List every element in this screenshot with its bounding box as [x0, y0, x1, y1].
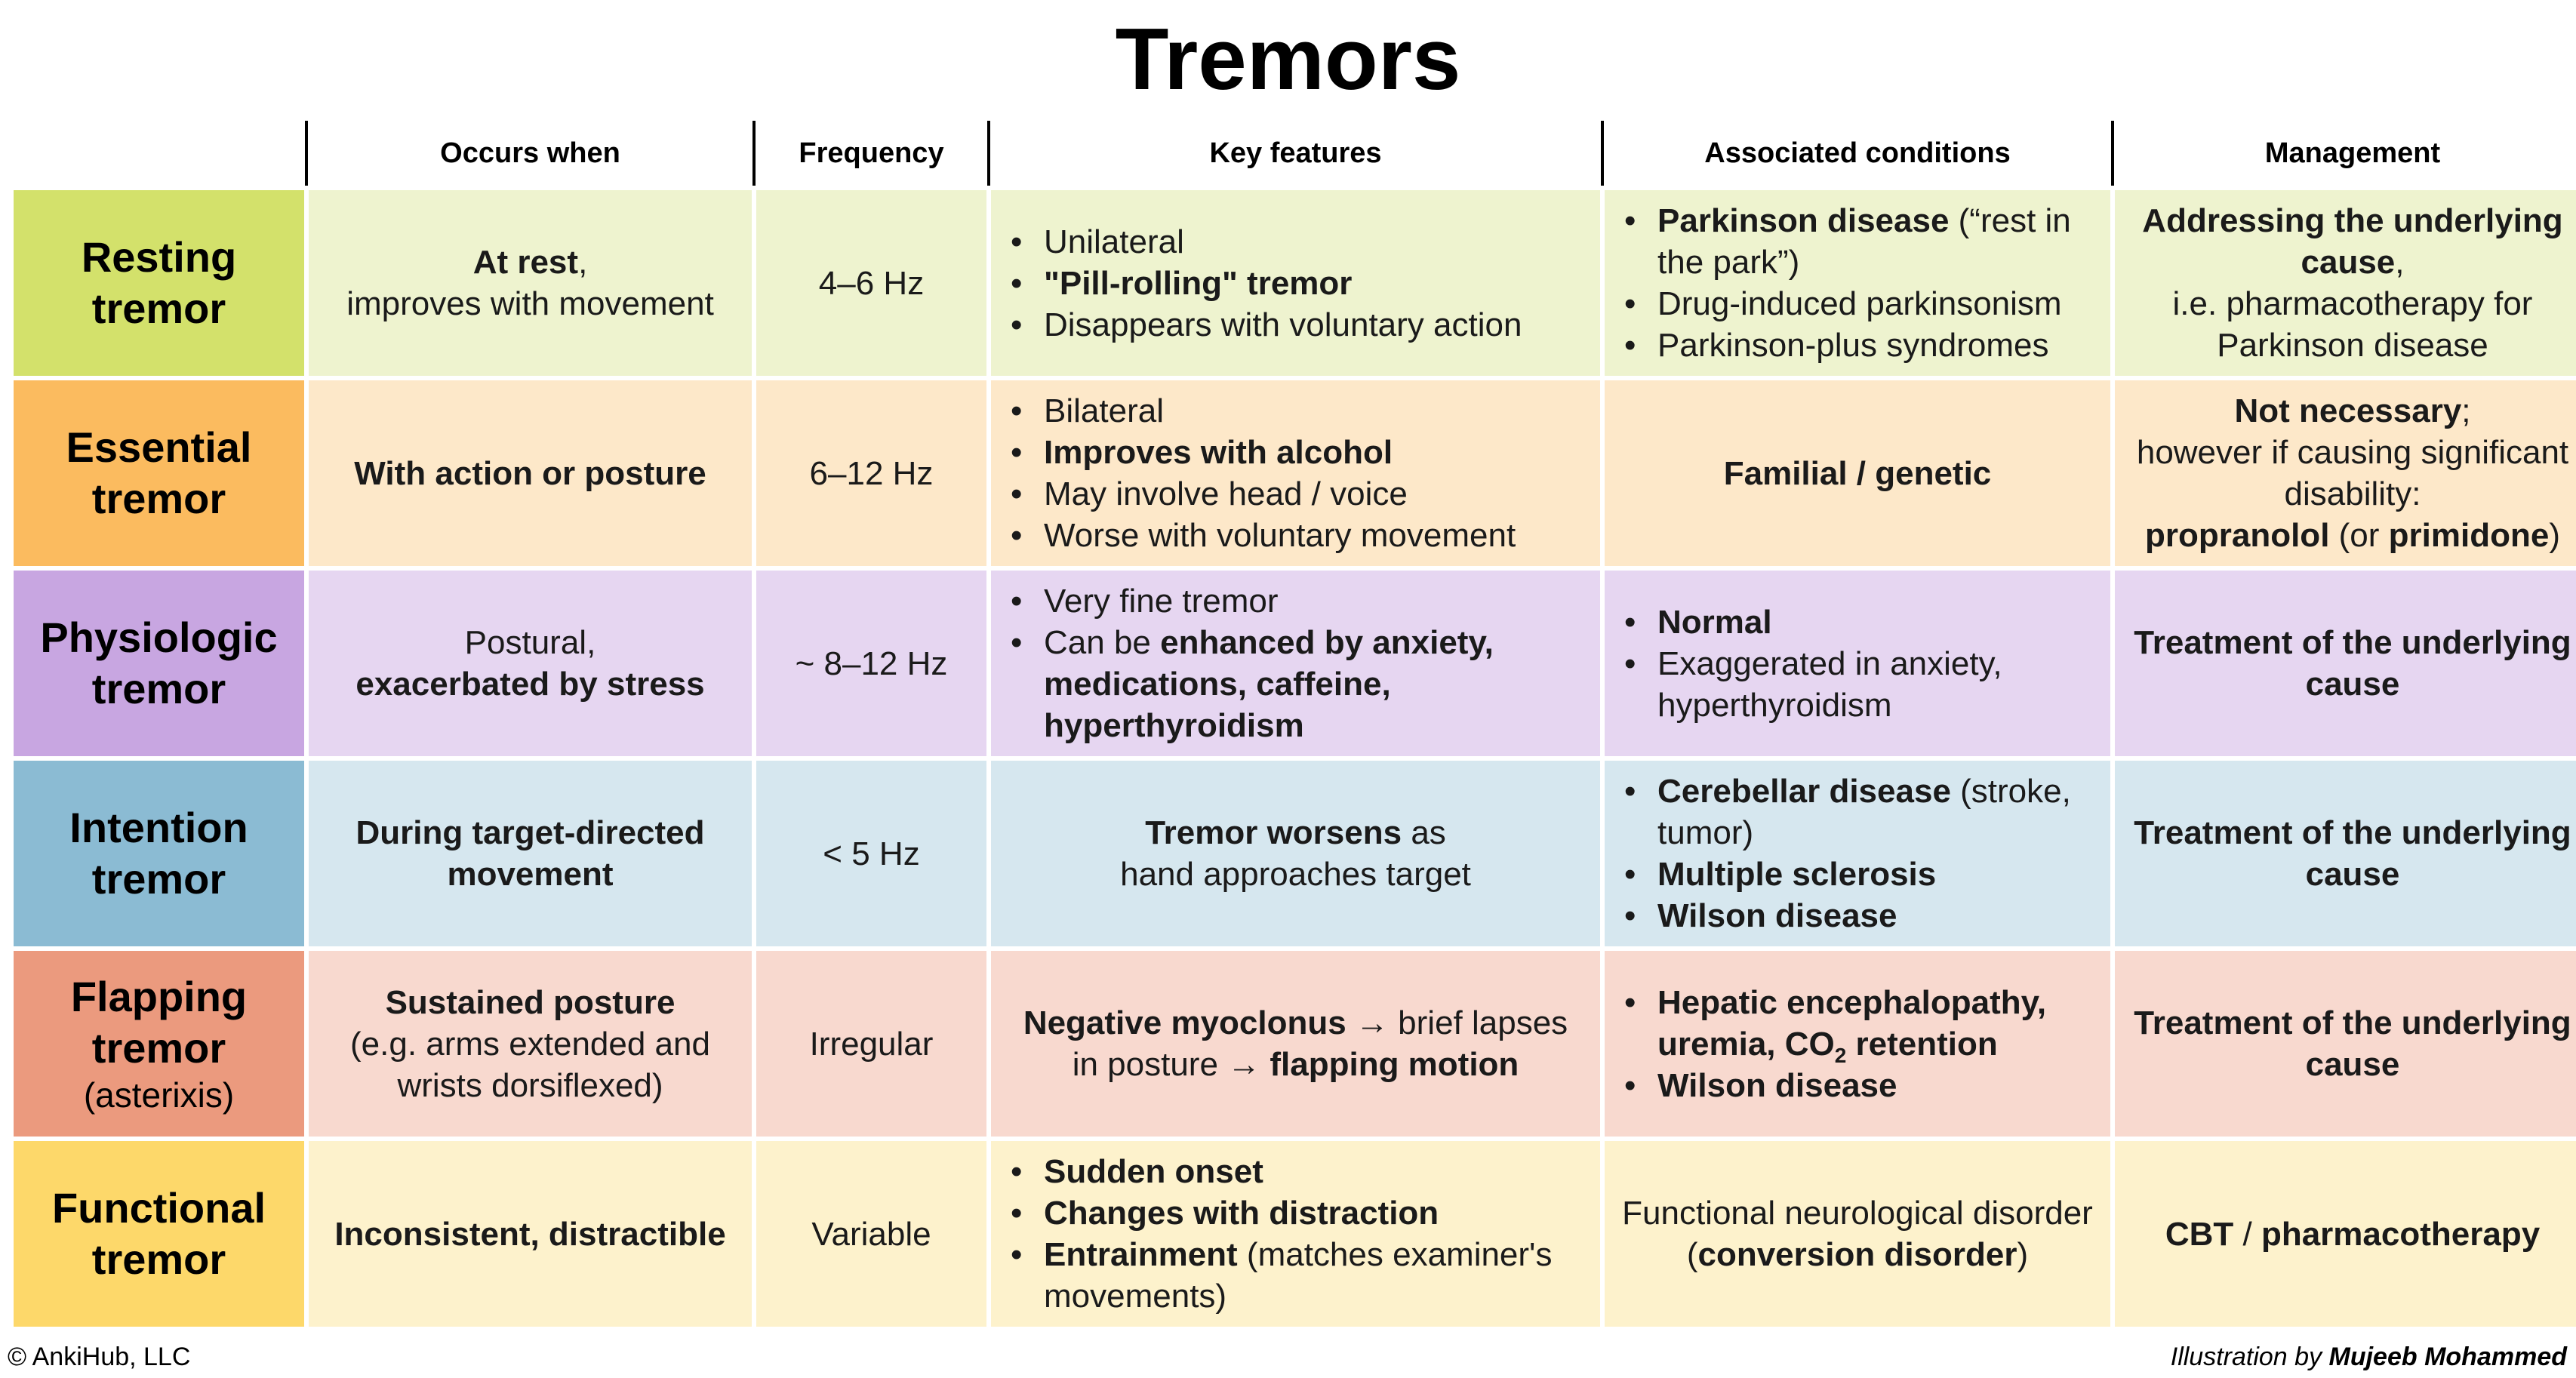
- row-label-essential: Essential tremor: [14, 380, 304, 566]
- list-item: • Normal: [1621, 601, 2094, 643]
- list-item: • Sudden onset: [1008, 1151, 1583, 1192]
- list-item: • Can be enhanced by anxiety, medications, caffeine, hyperthyroidism: [1008, 622, 1583, 746]
- functional-occurs-when: Inconsistent, distractible: [309, 1141, 752, 1327]
- illustration-credit: Illustration by Mujeeb Mohammed: [2170, 1343, 2567, 1371]
- flapping-frequency: Irregular: [756, 951, 986, 1137]
- flapping-management: Treatment of the underlying cause: [2115, 951, 2576, 1137]
- resting-associated-conditions: [1605, 190, 2110, 376]
- list-item: • Entrainment (matches examiner's movements): [1008, 1234, 1583, 1317]
- resting-occurs-when: At rest, improves with movement: [309, 190, 752, 376]
- intention-management: Treatment of the underlying cause: [2115, 761, 2576, 946]
- physiologic-frequency: ~ 8–12 Hz: [756, 571, 986, 756]
- list-item: • Parkinson disease (“rest in the park”): [1621, 200, 2094, 283]
- list-item: • Improves with alcohol: [1008, 432, 1583, 473]
- header-occurs-when: Occurs when: [309, 121, 752, 186]
- physiologic-occurs-when: Postural, exacerbated by stress: [309, 571, 752, 756]
- list-item: • Hepatic encephalopathy, uremia, $CO_2$ retention: [1621, 982, 2094, 1065]
- flapping-associated-conditions: [1605, 951, 2110, 1137]
- list-item: • Wilson disease: [1621, 1065, 2094, 1106]
- functional-frequency: Variable: [756, 1141, 986, 1327]
- header-key-features: Key features: [991, 121, 1600, 186]
- tremors-table: [14, 121, 2571, 1328]
- physiologic-management: Treatment of the underlying cause: [2115, 571, 2576, 756]
- functional-associated-conditions: Functional neurological disorder (conversion disorder): [1605, 1141, 2110, 1327]
- row-label-intention: Intention tremor: [14, 761, 304, 946]
- list-item: • Wilson disease: [1621, 895, 2094, 937]
- list-item: • Disappears with voluntary action: [1008, 304, 1583, 346]
- page-title: Tremors: [1115, 10, 1461, 108]
- flapping-key-features: Negative myoclonus → brief lapses in posture → flapping motion: [991, 951, 1600, 1137]
- essential-associated-conditions: Familial / genetic: [1605, 380, 2110, 566]
- row-label-physiologic: Physiologic tremor: [14, 571, 304, 756]
- list-item: • Bilateral: [1008, 390, 1583, 432]
- list-item: • "Pill-rolling" tremor: [1008, 263, 1583, 304]
- header-corner: [14, 121, 304, 186]
- physiologic-associated-conditions: [1605, 571, 2110, 756]
- row-label-resting: Resting tremor: [14, 190, 304, 376]
- list-item: • Changes with distraction: [1008, 1192, 1583, 1234]
- row-label-flapping: Flapping tremor (asterixis): [14, 951, 304, 1137]
- list-item: • Cerebellar disease (stroke, tumor): [1621, 771, 2094, 854]
- essential-frequency: 6–12 Hz: [756, 380, 986, 566]
- functional-management: CBT / pharmacotherapy: [2115, 1141, 2576, 1327]
- physiologic-key-features: [991, 571, 1600, 756]
- list-item: • Unilateral: [1008, 221, 1583, 263]
- resting-frequency: 4–6 Hz: [756, 190, 986, 376]
- functional-key-features: [991, 1141, 1600, 1327]
- intention-key-features: Tremor worsens as hand approaches target: [991, 761, 1600, 946]
- intention-frequency: < 5 Hz: [756, 761, 986, 946]
- resting-management: Addressing the underlying cause, i.e. pharmacotherapy for Parkinson disease: [2115, 190, 2576, 376]
- list-item: • Multiple sclerosis: [1621, 854, 2094, 895]
- copyright-notice: © AnkiHub, LLC: [8, 1343, 191, 1371]
- list-item: • Drug-induced parkinsonism: [1621, 283, 2094, 325]
- header-frequency: Frequency: [756, 121, 986, 186]
- essential-key-features: [991, 380, 1600, 566]
- list-item: • Very fine tremor: [1008, 580, 1583, 622]
- list-item: • Worse with voluntary movement: [1008, 515, 1583, 556]
- header-associated-conditions: Associated conditions: [1605, 121, 2110, 186]
- essential-occurs-when: With action or posture: [309, 380, 752, 566]
- flapping-occurs-when: Sustained posture (e.g. arms extended and wrists dorsiflexed): [309, 951, 752, 1137]
- list-item: • Parkinson-plus syndromes: [1621, 325, 2094, 366]
- header-management: Management: [2115, 121, 2576, 186]
- list-item: • Exaggerated in anxiety, hyperthyroidism: [1621, 643, 2094, 726]
- intention-associated-conditions: [1605, 761, 2110, 946]
- essential-management: Not necessary; however if causing significant disability: propranolol (or primidone): [2115, 380, 2576, 566]
- intention-occurs-when: During target-directed movement: [309, 761, 752, 946]
- row-label-functional: Functional tremor: [14, 1141, 304, 1327]
- list-item: • May involve head / voice: [1008, 473, 1583, 515]
- resting-key-features: [991, 190, 1600, 376]
